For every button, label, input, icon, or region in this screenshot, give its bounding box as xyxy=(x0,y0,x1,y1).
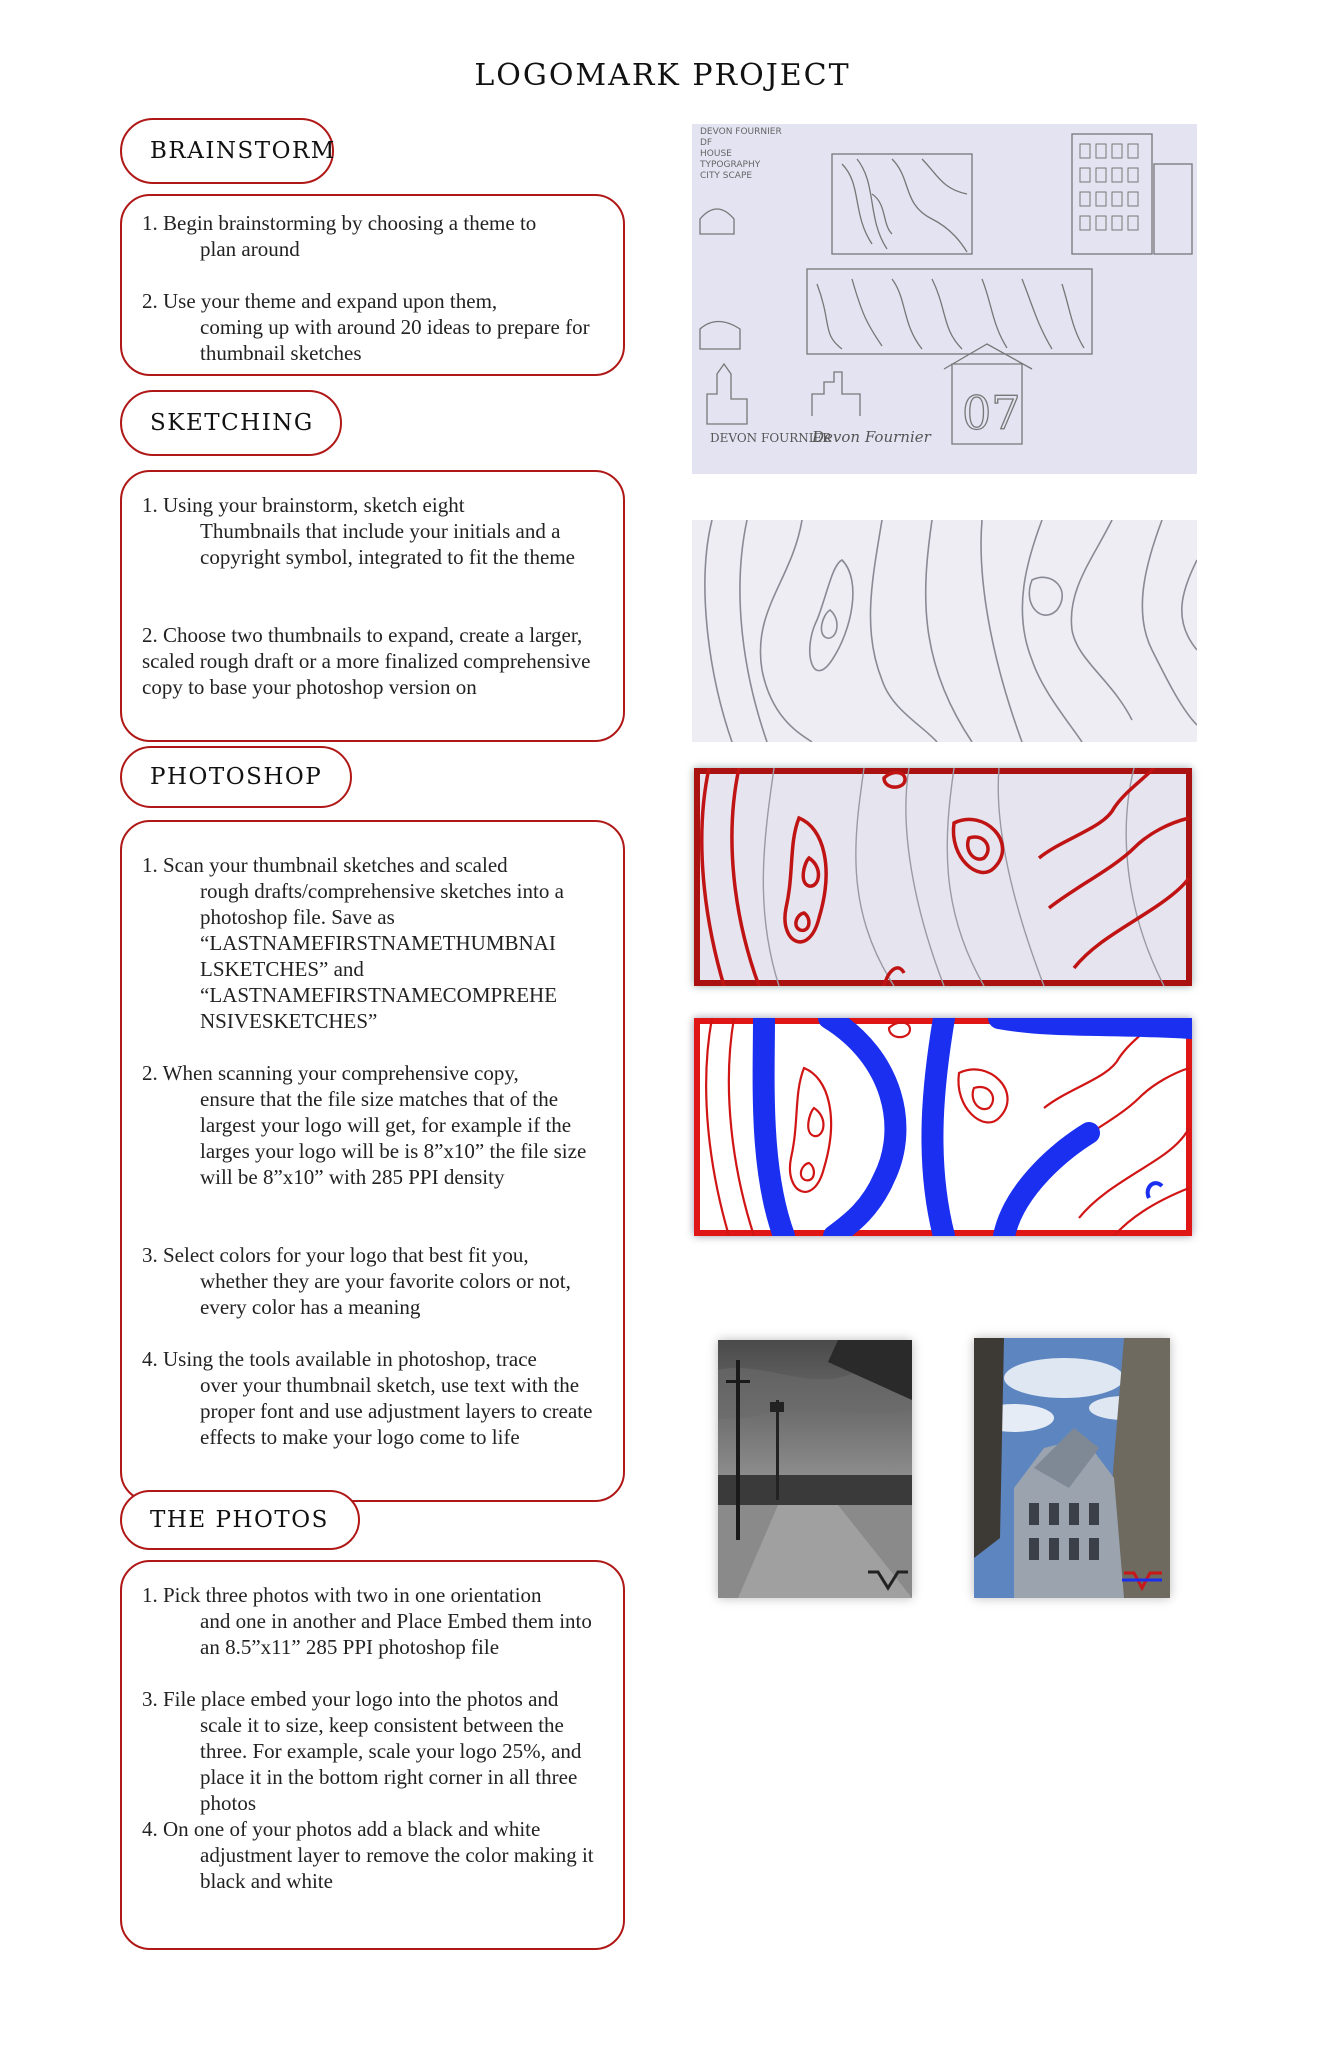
list-item: 2. When scanning your comprehensive copy, ensure that the file size matches that of the largest your logo will get, for example if the larges your logo will be is 8”x10” the file size will be 8”x10” with 285 PPI density xyxy=(142,1061,587,1189)
sketching-heading xyxy=(120,390,342,456)
topographic-sketch-image xyxy=(692,520,1197,742)
photos-heading-label: THE PHOTOS xyxy=(150,1507,329,1533)
page-title: LOGOMARK PROJECT xyxy=(474,58,851,93)
building-photo xyxy=(974,1338,1170,1598)
sketch-note: DF xyxy=(700,138,713,148)
list-item: 3. File place embed your logo into the photos and scale it to size, keep consistent between the three. For example, scale your logo 25%, and place it in the bottom right corner in all three photos xyxy=(142,1687,582,1815)
sketch-note: DEVON FOURNIER xyxy=(700,127,782,137)
list-item: 1. Using your brainstorm, sketch eight Thumbnails that include your initials and a copyright symbol, integrated to fit the theme xyxy=(142,493,575,569)
sketch-note: CITY SCAPE xyxy=(700,171,753,181)
brainstorm-heading-label: BRAINSTORM xyxy=(150,138,336,164)
photos-box xyxy=(120,1560,625,1950)
brainstorm-box xyxy=(120,194,625,376)
photoshop-heading-label: PHOTOSHOP xyxy=(150,764,323,790)
sketch-note: TYPOGRAPHY xyxy=(700,160,761,170)
list-item: 1. Pick three photos with two in one orientation and one in another and Place Embed them into an 8.5”x11” 285 PPI photoshop file xyxy=(142,1583,592,1659)
list-item: 2. Choose two thumbnails to expand, create a larger, scaled rough draft or a more finalized comprehensive copy to base your photoshop version on xyxy=(142,623,591,699)
photoshop-heading xyxy=(120,746,352,808)
sketching-heading-label: SKETCHING xyxy=(150,410,314,436)
photoshop-box xyxy=(120,820,625,1502)
sketch-signature: Devon Fournier xyxy=(812,428,931,446)
street-photo xyxy=(718,1340,912,1598)
final-logo-image xyxy=(694,1018,1192,1236)
brainstorm-heading xyxy=(120,118,334,184)
list-item: 4. On one of your photos add a black and white adjustment layer to remove the color making it black and white xyxy=(142,1817,594,1893)
sketching-box xyxy=(120,470,625,742)
list-item: 1. Scan your thumbnail sketches and scaled rough drafts/comprehensive sketches into a photoshop file. Save as “LASTNAMEFIRSTNAMETHUMBNAI LSKETCHES” and “LASTNAMEFIRSTNAMECOMPREHE NSIVESKETCHES” xyxy=(142,853,564,1033)
traced-logo-image xyxy=(694,768,1192,986)
list-item: 1. Begin brainstorming by choosing a theme to plan around xyxy=(142,211,537,261)
thumbnail-sketches-image xyxy=(692,124,1197,474)
sketch-note: HOUSE xyxy=(700,149,732,159)
list-item: 3. Select colors for your logo that best fit you, whether they are your favorite colors or not, every color has a meaning xyxy=(142,1243,571,1319)
photos-heading xyxy=(120,1490,360,1550)
sketch-signature: DEVON FOURNIER xyxy=(710,431,832,445)
list-item: 2. Use your theme and expand upon them, coming up with around 20 ideas to prepare for thumbnail sketches xyxy=(142,289,590,365)
sketch-numeral: 07 xyxy=(962,386,1021,440)
list-item: 4. Using the tools available in photoshop, trace over your thumbnail sketch, use text with the proper font and use adjustment layers to create effects to make your logo come to life xyxy=(142,1347,593,1449)
